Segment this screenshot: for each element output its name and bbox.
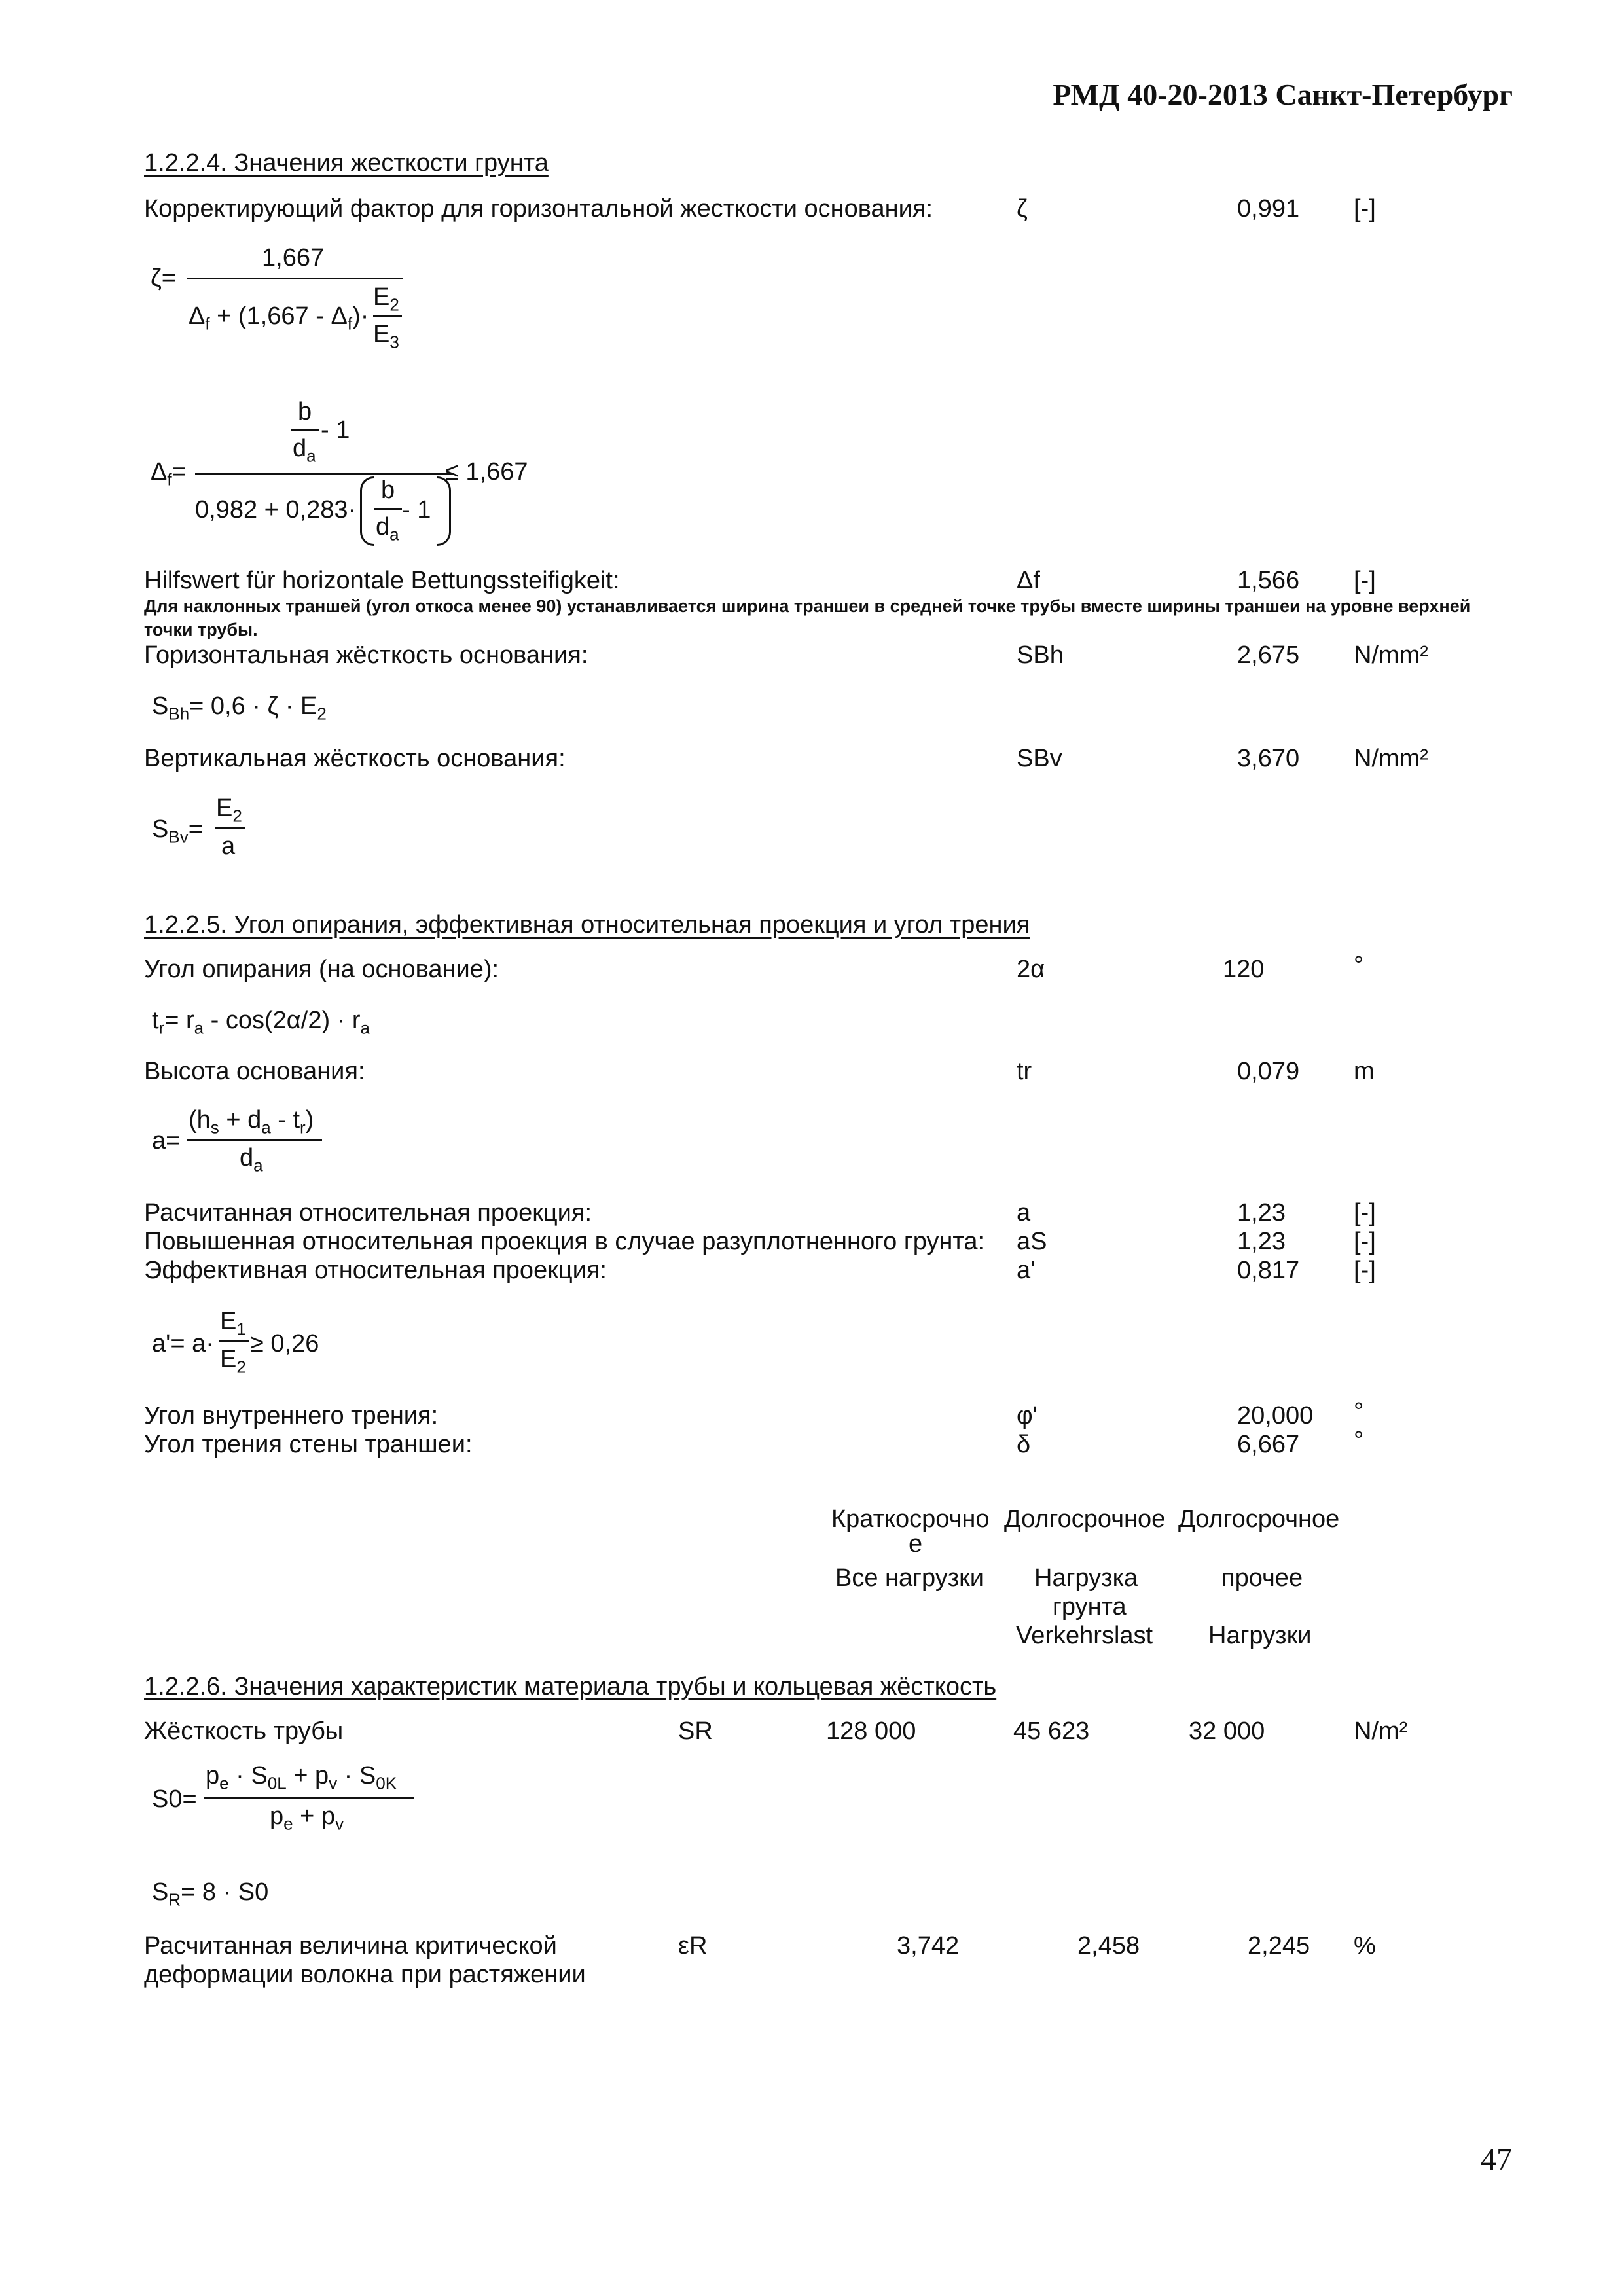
zeta-unit: [-]: [1354, 195, 1376, 223]
tr-unit: m: [1354, 1058, 1375, 1085]
delta-value: 1,566: [1237, 567, 1300, 594]
friction-inner-unit: °: [1354, 1398, 1364, 1426]
tr-value: 0,079: [1237, 1058, 1300, 1085]
sbh-label: Горизонтальная жёсткость основания:: [144, 641, 588, 669]
section-title-1-2-2-6: 1.2.2.6. Значения характеристик материала трубы и кольцевая жёсткость: [144, 1673, 997, 1700]
er-unit: %: [1354, 1932, 1376, 1960]
friction-inner-symbol: φ': [1017, 1402, 1038, 1429]
zeta-label: Корректирующий фактор для горизонтальной жесткости основания:: [144, 195, 933, 223]
angle-unit: °: [1354, 952, 1364, 979]
note-text: Для наклонных траншей (угол откоса менее 90) устанавливается ширина траншеи в средней точке трубы вместе ширины траншеи на уровне верхней точки трубы.: [144, 596, 1471, 640]
section-title-1-2-2-5: 1.2.2.5. Угол опирания, эффективная относительная проекция и угол трения: [144, 911, 1030, 939]
section-title-1-2-2-4: 1.2.2.4. Значения жесткости грунта: [144, 149, 549, 177]
inc-proj-symbol: aS: [1017, 1228, 1047, 1255]
sr-symbol: SR: [678, 1717, 713, 1745]
zeta-symbol: ζ: [1017, 195, 1028, 223]
zeta-value: 0,991: [1237, 195, 1300, 223]
rel-proj-value: 1,23: [1237, 1199, 1286, 1227]
tr-label: Высота основания:: [144, 1058, 365, 1085]
inc-proj-unit: [-]: [1354, 1228, 1376, 1255]
friction-wall-value: 6,667: [1237, 1431, 1300, 1458]
delta-symbol: Δf: [1017, 567, 1040, 594]
er-value-long-soil: 2,458: [1077, 1932, 1140, 1960]
angle-symbol: 2α: [1017, 956, 1045, 983]
rel-proj-label: Расчитанная относительная проекция:: [144, 1199, 592, 1227]
friction-wall-unit: °: [1354, 1427, 1364, 1454]
inc-proj-label: Повышенная относительная проекция в случае разуплотненного грунта:: [144, 1228, 985, 1255]
sbv-value: 3,670: [1237, 745, 1300, 772]
sbh-value: 2,675: [1237, 641, 1300, 669]
eff-proj-unit: [-]: [1354, 1257, 1376, 1284]
sbh-symbol: SBh: [1017, 641, 1064, 669]
eff-proj-symbol: a': [1017, 1257, 1036, 1284]
sbh-unit: N/mm²: [1354, 641, 1428, 669]
sr-value-short: 128 000: [826, 1717, 916, 1745]
eff-proj-value: 0,817: [1237, 1257, 1300, 1284]
er-symbol: εR: [678, 1932, 708, 1960]
delta-label: Hilfswert für horizontale Bettungssteifigkeit:: [144, 567, 620, 594]
angle-label: Угол опирания (на основание):: [144, 956, 499, 983]
angle-value: 120: [1223, 956, 1265, 983]
sbh-formula: $S_{Bh}= 0,6 \cdot \zeta \cdot E_2$: [152, 692, 327, 724]
sbv-symbol: SBv: [1017, 745, 1062, 772]
friction-wall-label: Угол трения стены траншеи:: [144, 1431, 473, 1458]
inc-proj-value: 1,23: [1237, 1228, 1286, 1255]
sbv-label: Вертикальная жёсткость основания:: [144, 745, 566, 772]
sr-unit: N/m²: [1354, 1717, 1408, 1745]
sr-value-long-soil: 45 623: [1013, 1717, 1090, 1745]
friction-inner-label: Угол внутреннего трения:: [144, 1402, 439, 1429]
page-number: 47: [1481, 2142, 1512, 2177]
friction-wall-symbol: δ: [1017, 1431, 1031, 1458]
tr-symbol: tr: [1017, 1058, 1032, 1085]
sbv-unit: N/mm²: [1354, 745, 1428, 772]
er-label-line1: Расчитанная величина критической: [144, 1932, 557, 1960]
er-value-long-other: 2,245: [1248, 1932, 1310, 1960]
rel-proj-unit: [-]: [1354, 1199, 1376, 1227]
friction-inner-value: 20,000: [1237, 1402, 1314, 1429]
delta-unit: [-]: [1354, 567, 1376, 594]
er-value-short: 3,742: [897, 1932, 960, 1960]
rel-proj-symbol: a: [1017, 1199, 1031, 1227]
eff-proj-label: Эффективная относительная проекция:: [144, 1257, 607, 1284]
er-label-line2: деформации волокна при растяжении: [144, 1961, 586, 1988]
document-header: РМД 40-20-2013 Санкт-Петербург: [1053, 78, 1513, 111]
sr-value-long-other: 32 000: [1189, 1717, 1265, 1745]
sr-label: Жёсткость трубы: [144, 1717, 344, 1745]
sr-formula: $S_R= 8 \cdot S0$: [152, 1878, 269, 1910]
tr-formula: $t_r= r_a - \cos(2\alpha/2) \cdot r_a$: [152, 1007, 370, 1038]
